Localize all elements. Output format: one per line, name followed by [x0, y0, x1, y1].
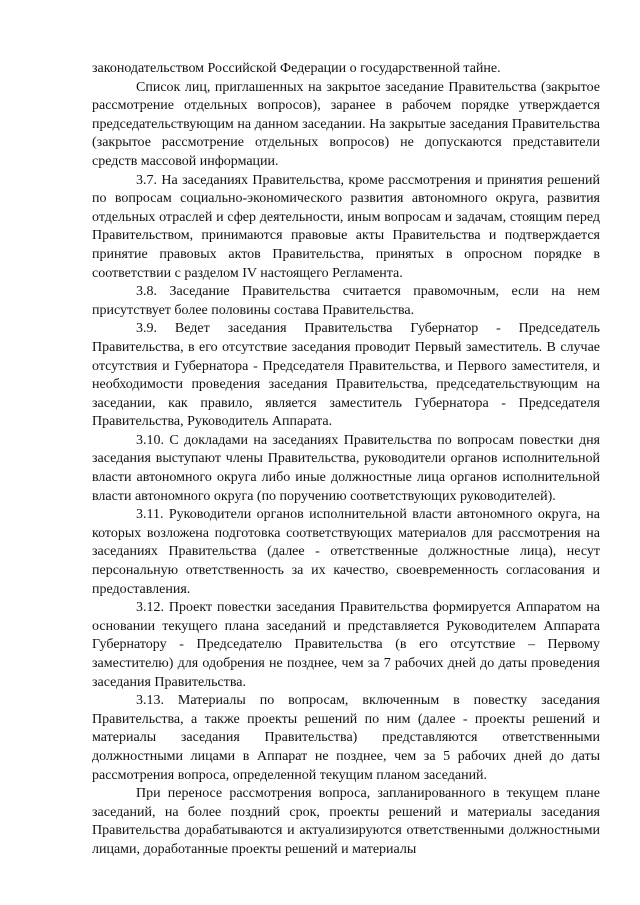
paragraph-3-11: 3.11. Руководители органов исполнительной власти автономного округа, на которых возложена подготовка соответствующих материалов для рассмотрения на заседаниях Правительства (далее - ответственные должностные лица), несут персональную ответственность за их качество, своевременность согласования и предоставления.: [92, 507, 600, 597]
paragraph-3-12: 3.12. Проект повестки заседания Правительства формируется Аппаратом на основании текущего плана заседаний и представляется Руководителем Аппарата Губернатору - Председателю Правительства (в его отсутствие – Первому заместителю) для одобрения не позднее, чем за 7 рабочих дней до даты проведения заседания Правительства.: [92, 600, 600, 690]
paragraph-postponement: При переносе рассмотрения вопроса, запланированного в текущем плане заседаний, на более поздний срок, проекты решений и материалы заседания Правительства дорабатываются и актуализируются ответственными должностными лицами, доработанные проекты решений и материалы: [92, 786, 600, 857]
paragraph-3-10: 3.10. С докладами на заседаниях Правительства по вопросам повестки дня заседания выступают члены Правительства, руководители органов исполнительной власти автономного округа либо иные должностные лица органов исполнительной власти автономного округа (по поручению соответствующих руководителей).: [92, 432, 600, 504]
paragraph-3-7: 3.7. На заседаниях Правительства, кроме рассмотрения и принятия решений по вопросам социально-экономического развития автономного округа, развития отдельных отраслей и сфер деятельности, иным вопросам и задачам, стоящим перед Правительством, принимаются правовые акты Правительства и подтверждается принятие правовых актов Правительства, принятых в опросном порядке в соответствии с разделом IV настоящего Регламента.: [92, 172, 600, 281]
paragraph-3-9: 3.9. Ведет заседания Правительства Губернатор - Председатель Правительства, в его отсутствие заседания проводит Первый заместитель. В случае отсутствия и Губернатора - Председателя Правительства, и Первого заместителя, и необходимости проведения заседания Правительства, председательствующим на заседании, как правило, является заместитель Губернатора - Председателя Правительства, Руководитель Аппарата.: [92, 321, 600, 430]
paragraph-continuation: законодательством Российской Федерации о государственной тайне.: [92, 61, 501, 76]
paragraph-3-8: 3.8. Заседание Правительства считается правомочным, если на нем присутствует более половины состава Правительства.: [92, 284, 600, 318]
paragraph-closed-session-list: Список лиц, приглашенных на закрытое заседание Правительства (закрытое рассмотрение отдельных вопросов), заранее в рабочем порядке утверждается председательствующим на данном заседании. На закрытые заседания Правительства (закрытое рассмотрение отдельных вопросов) не допускаются представители средств массовой информации.: [92, 79, 600, 169]
paragraph-3-13: 3.13. Материалы по вопросам, включенным в повестку заседания Правительства, а также проекты решений по ним (далее - проекты решений и материалы заседания Правительства) представляются ответственными должностными лицами в Аппарат не позднее, чем за 5 рабочих дней до даты рассмотрения вопроса, определенной текущим планом заседаний.: [92, 693, 600, 783]
document-page: [92, 60, 600, 860]
